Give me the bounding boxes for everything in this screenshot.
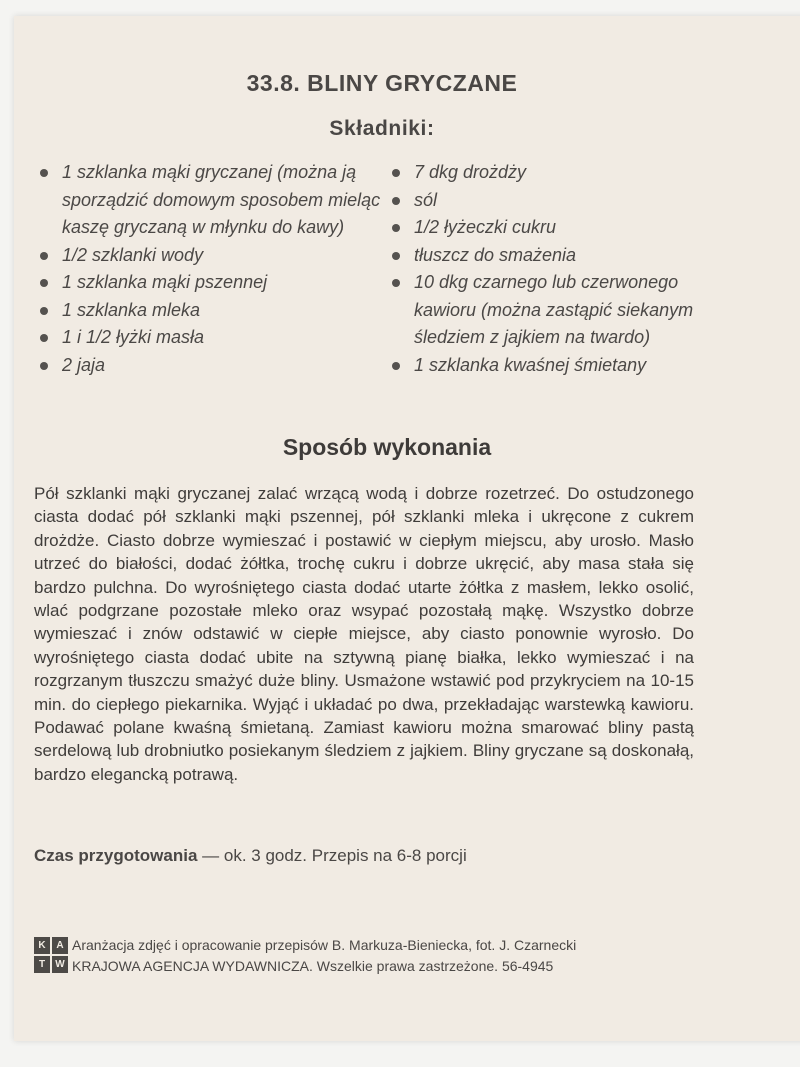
ingredient-item: 1 szklanka mąki pszennej: [36, 269, 386, 297]
ingredient-item: 1/2 szklanki wody: [36, 242, 386, 270]
ingredient-item: 1 szklanka mąki gryczanej (można ją sporządzić domowym sposobem mieląc kaszę gryczaną w młynku do kawy): [36, 159, 386, 242]
ingredients-heading: Składniki:: [329, 117, 435, 140]
logo-letter: A: [52, 937, 68, 954]
publisher-line: KRAJOWA AGENCJA WYDAWNICZA. Wszelkie prawa zastrzeżone. 56-4945: [72, 958, 554, 974]
ingredient-item: 2 jaja: [36, 352, 386, 380]
logo-letter: T: [34, 956, 50, 973]
logo-letter: K: [34, 937, 50, 954]
ingredient-item: 1 szklanka mleka: [36, 297, 386, 325]
credits-line: Aranżacja zdjęć i opracowanie przepisów B. Markuza-Bieniecka, fot. J. Czarnecki: [72, 937, 577, 953]
ingredients-list-right: [388, 159, 728, 379]
ingredient-item: 1/2 łyżeczki cukru: [388, 214, 728, 242]
recipe-title: 33.8. BLINY GRYCZANE: [246, 70, 518, 96]
recipe-card: [14, 16, 800, 1041]
ingredient-item: 10 dkg czarnego lub czerwonego kawioru (można zastąpić siekanym śledziem z jajkiem na twardo): [388, 269, 728, 352]
publisher-logo: [34, 937, 68, 973]
ingredient-item: tłuszcz do smażenia: [388, 242, 728, 270]
prep-label: Czas przygotowania: [34, 846, 198, 865]
prep-value: — ok. 3 godz. Przepis na 6-8 porcji: [197, 846, 467, 865]
footer-text: [72, 935, 732, 977]
logo-letter: W: [52, 956, 68, 973]
ingredient-item: sól: [388, 187, 728, 215]
method-text: Pół szklanki mąki gryczanej zalać wrzącą wodą i dobrze rozetrzeć. Do ostudzonego ciasta dodać pół szklanki mąki pszennej, pół szklanki mleka i ukręcone z cukrem drożdże. Ciasto dobrze wymieszać i postawić w ciepłym miejscu, aby urosło. Masło utrzeć do białości, dodać żółtka, trochę cukru i dobrze ukręcić, aby masa stała się bardzo pulchna. Do wyrośniętego ciasta dodać utarte żółtka z masłem, lekko osolić, wlać podgrzane pozostałe mleko oraz wsypać pozostałą mąkę. Wszystko dobrze wymieszać i znów odstawić w ciepłe miejsce, aby ciasto ponownie wyrosło. Do wyrośniętego ciasta dodać ubite na sztywną pianę białka, lekko wymieszać i na rozgrzanym tłuszczu smażyć duże bliny. Usmażone wstawić pod przykryciem na 10-15 min. do ciepłego piekarnika. Wyjąć i układać po dwa, przekładając warstewką kawioru. Podawać polane kwaśną śmietaną. Zamiast kawioru można smarować bliny pastą serdelową lub drobniutko posiekanym śledziem z jajkiem. Bliny gryczane są doskonałą, bardzo elegancką potrawą.: [34, 484, 694, 784]
ingredient-item: 1 szklanka kwaśnej śmietany: [388, 352, 728, 380]
ingredient-item: 1 i 1/2 łyżki masła: [36, 324, 386, 352]
ingredients-list-left: [36, 159, 386, 379]
prep-time: [34, 846, 714, 866]
method-heading: Sposób wykonania: [282, 434, 492, 460]
ingredient-item: 7 dkg drożdży: [388, 159, 728, 187]
